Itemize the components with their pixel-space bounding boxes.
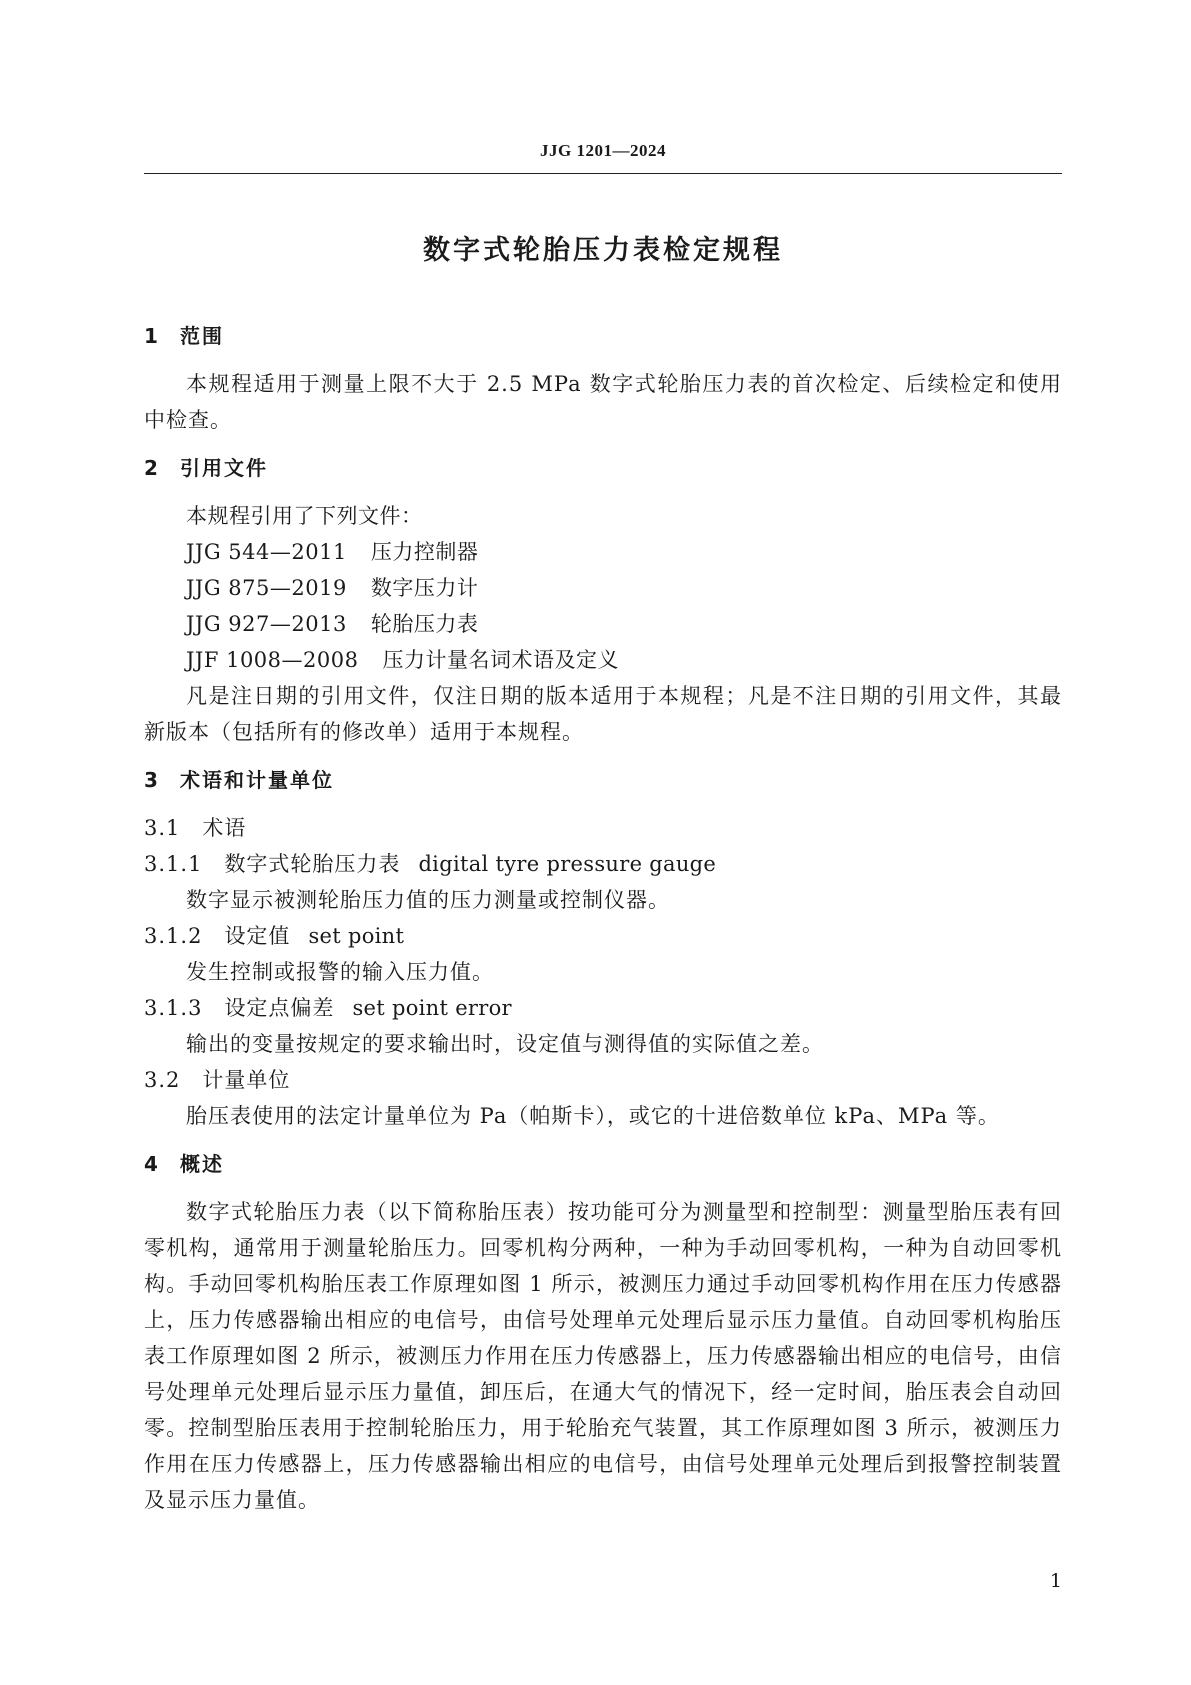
page-number: 1 <box>1049 1570 1062 1592</box>
subsection-3-2 <box>144 1062 1062 1098</box>
section-2-heading <box>144 450 1062 486</box>
term-en: digital tyre pressure gauge <box>418 852 717 876</box>
section-1-heading <box>144 318 1062 354</box>
section-number: 3 <box>144 768 160 792</box>
references-intro: 本规程引用了下列文件： <box>186 504 423 528</box>
term-number: 3.1.1 <box>144 852 203 876</box>
reference-item <box>144 570 1062 606</box>
section-number: 4 <box>144 1152 160 1176</box>
term-zh: 设定值 <box>224 924 291 948</box>
document-page <box>144 0 1062 1685</box>
reference-code: JJG 927—2013 <box>186 612 347 636</box>
section-4-heading <box>144 1146 1062 1182</box>
references-note: 凡是注日期的引用文件，仅注日期的版本适用于本规程；凡是不注日期的引用文件，其最新版本（包括所有的修改单）适用于本规程。 <box>144 684 1062 744</box>
term-number: 3.1.2 <box>144 924 203 948</box>
term-en: set point <box>308 924 405 948</box>
reference-item <box>144 642 1062 678</box>
section-title: 引用文件 <box>180 456 268 480</box>
reference-code: JJG 544—2011 <box>186 540 347 564</box>
reference-code: JJG 875—2019 <box>186 576 347 600</box>
document-title: 数字式轮胎压力表检定规程 <box>423 235 783 266</box>
subsection-title: 术语 <box>202 816 247 840</box>
term-zh: 设定点偏差 <box>224 996 335 1020</box>
term-definition: 发生控制或报警的输入压力值。 <box>186 960 494 984</box>
section-number: 2 <box>144 456 160 480</box>
section-title: 范围 <box>180 324 224 348</box>
term-zh: 数字式轮胎压力表 <box>224 852 401 876</box>
document-body <box>144 318 1062 1518</box>
reference-name: 压力计量名词术语及定义 <box>382 648 619 672</box>
subsection-number: 3.2 <box>144 1068 181 1092</box>
document-code-header: JJG 1201—2024 <box>540 141 666 160</box>
subsection-title: 计量单位 <box>202 1068 291 1092</box>
term-definition: 输出的变量按规定的要求输出时，设定值与测得值的实际值之差。 <box>186 1032 824 1056</box>
term-number: 3.1.3 <box>144 996 203 1020</box>
term-3-1-3 <box>144 990 1062 1026</box>
term-en: set point error <box>352 996 512 1020</box>
reference-name: 数字压力计 <box>370 576 479 600</box>
subsection-3-1 <box>144 810 1062 846</box>
reference-name: 压力控制器 <box>370 540 479 564</box>
reference-name: 轮胎压力表 <box>370 612 479 636</box>
term-3-1-2 <box>144 918 1062 954</box>
reference-item <box>144 606 1062 642</box>
section-4-paragraph: 数字式轮胎压力表（以下简称胎压表）按功能可分为测量型和控制型：测量型胎压表有回零机构，通常用于测量轮胎压力。回零机构分两种，一种为手动回零机构，一种为自动回零机构。手动回零机构胎压表工作原理如图 1 所示，被测压力通过手动回零机构作用在压力传感器上，压力传感器输出相应的电信号，由信号处理单元处理后显示压力量值。自动回零机构胎压表工作原理如图 2 所示，被测压力作用在压力传感器上，压力传感器输出相应的电信号，由信号处理单元处理后显示压力量值，卸压后，在通大气的情况下，经一定时间，胎压表会自动回零。控制型胎压表用于控制轮胎压力，用于轮胎充气装置，其工作原理如图 3 所示，被测压力作用在压力传感器上，压力传感器输出相应的电信号，由信号处理单元处理后到报警控制装置及显示压力量值。 <box>144 1200 1062 1512</box>
header-divider <box>144 173 1062 174</box>
term-definition: 数字显示被测轮胎压力值的压力测量或控制仪器。 <box>186 888 670 912</box>
subsection-number: 3.1 <box>144 816 181 840</box>
reference-item <box>144 534 1062 570</box>
unit-definition: 胎压表使用的法定计量单位为 Pa（帕斯卡），或它的十进倍数单位 kPa、MPa 等。 <box>186 1104 1000 1128</box>
section-3-heading <box>144 762 1062 798</box>
section-title: 术语和计量单位 <box>180 768 334 792</box>
section-title: 概述 <box>180 1152 224 1176</box>
section-number: 1 <box>144 324 160 348</box>
reference-code: JJF 1008—2008 <box>186 648 359 672</box>
section-1-paragraph: 本规程适用于测量上限不大于 2.5 MPa 数字式轮胎压力表的首次检定、后续检定和使用中检查。 <box>144 372 1062 432</box>
term-3-1-1 <box>144 846 1062 882</box>
